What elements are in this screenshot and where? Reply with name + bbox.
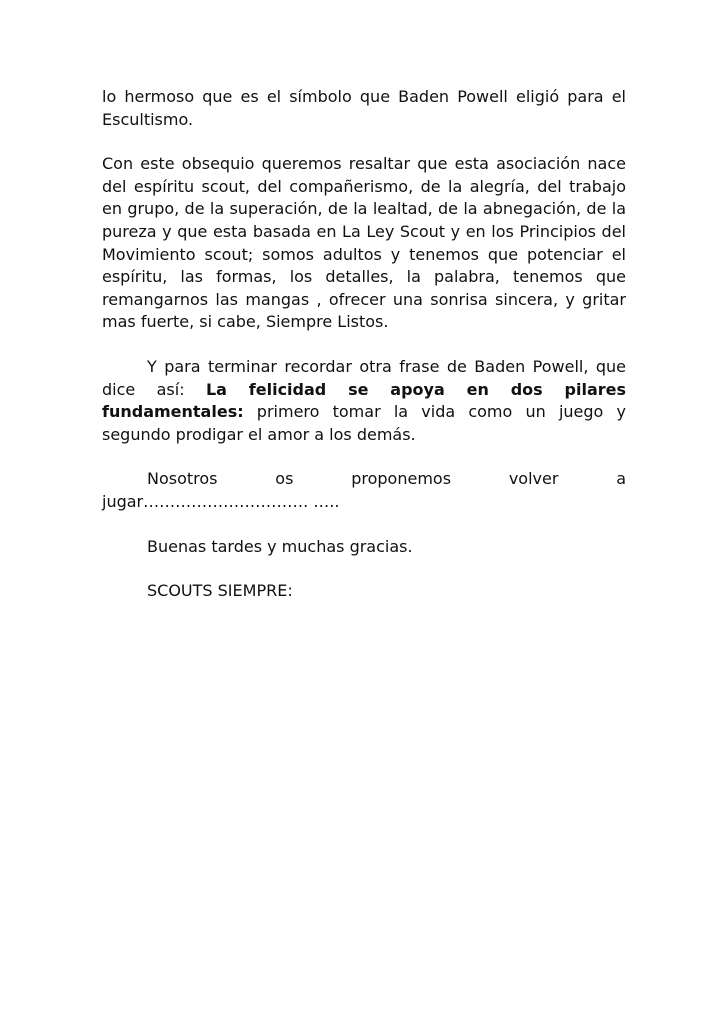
paragraph-spacer bbox=[102, 131, 626, 153]
paragraph-frase-end: primero tomar la vida como un juego y segundo prodigar el amor a los demás. bbox=[102, 402, 626, 444]
document-page bbox=[102, 86, 626, 603]
paragraph-spacer bbox=[102, 334, 626, 356]
paragraph-spacer bbox=[102, 558, 626, 580]
paragraph-escultismo: lo hermoso que es el símbolo que Baden Powell eligió para el Escultismo. bbox=[102, 87, 626, 129]
paragraph-buenas-tardes: Buenas tardes y muchas gracias. bbox=[147, 536, 413, 556]
paragraph-frase-baden-powell bbox=[102, 356, 626, 446]
paragraph-spacer bbox=[102, 446, 626, 468]
paragraph-volver-a-jugar: Nosotros os proponemos volver a jugar…………………………. ….. bbox=[102, 469, 626, 511]
paragraph-obsequio: Con este obsequio queremos resaltar que esta asociación nace del espíritu scout, del compañerismo, de la alegría, del trabajo en grupo, de la superación, de la lealtad, de la abnegación, de la pureza y que esta basada en La Ley Scout y en los Principios del Movimiento scout; somos adultos y tenemos que potenciar el espíritu, las formas, los detalles, la palabra, tenemos que remangarnos las mangas , ofrecer una sonrisa sincera, y gritar mas fuerte, si cabe, Siempre Listos. bbox=[102, 154, 626, 332]
paragraph-spacer bbox=[102, 514, 626, 536]
paragraph-frase-bold: La felicidad se apoya en dos pilares fundamentales: bbox=[102, 379, 627, 422]
paragraph-frase-intro: Y para terminar recordar otra frase de Baden Powell, que dice así: bbox=[102, 356, 626, 399]
paragraph-scouts-siempre: SCOUTS SIEMPRE: bbox=[147, 581, 293, 601]
